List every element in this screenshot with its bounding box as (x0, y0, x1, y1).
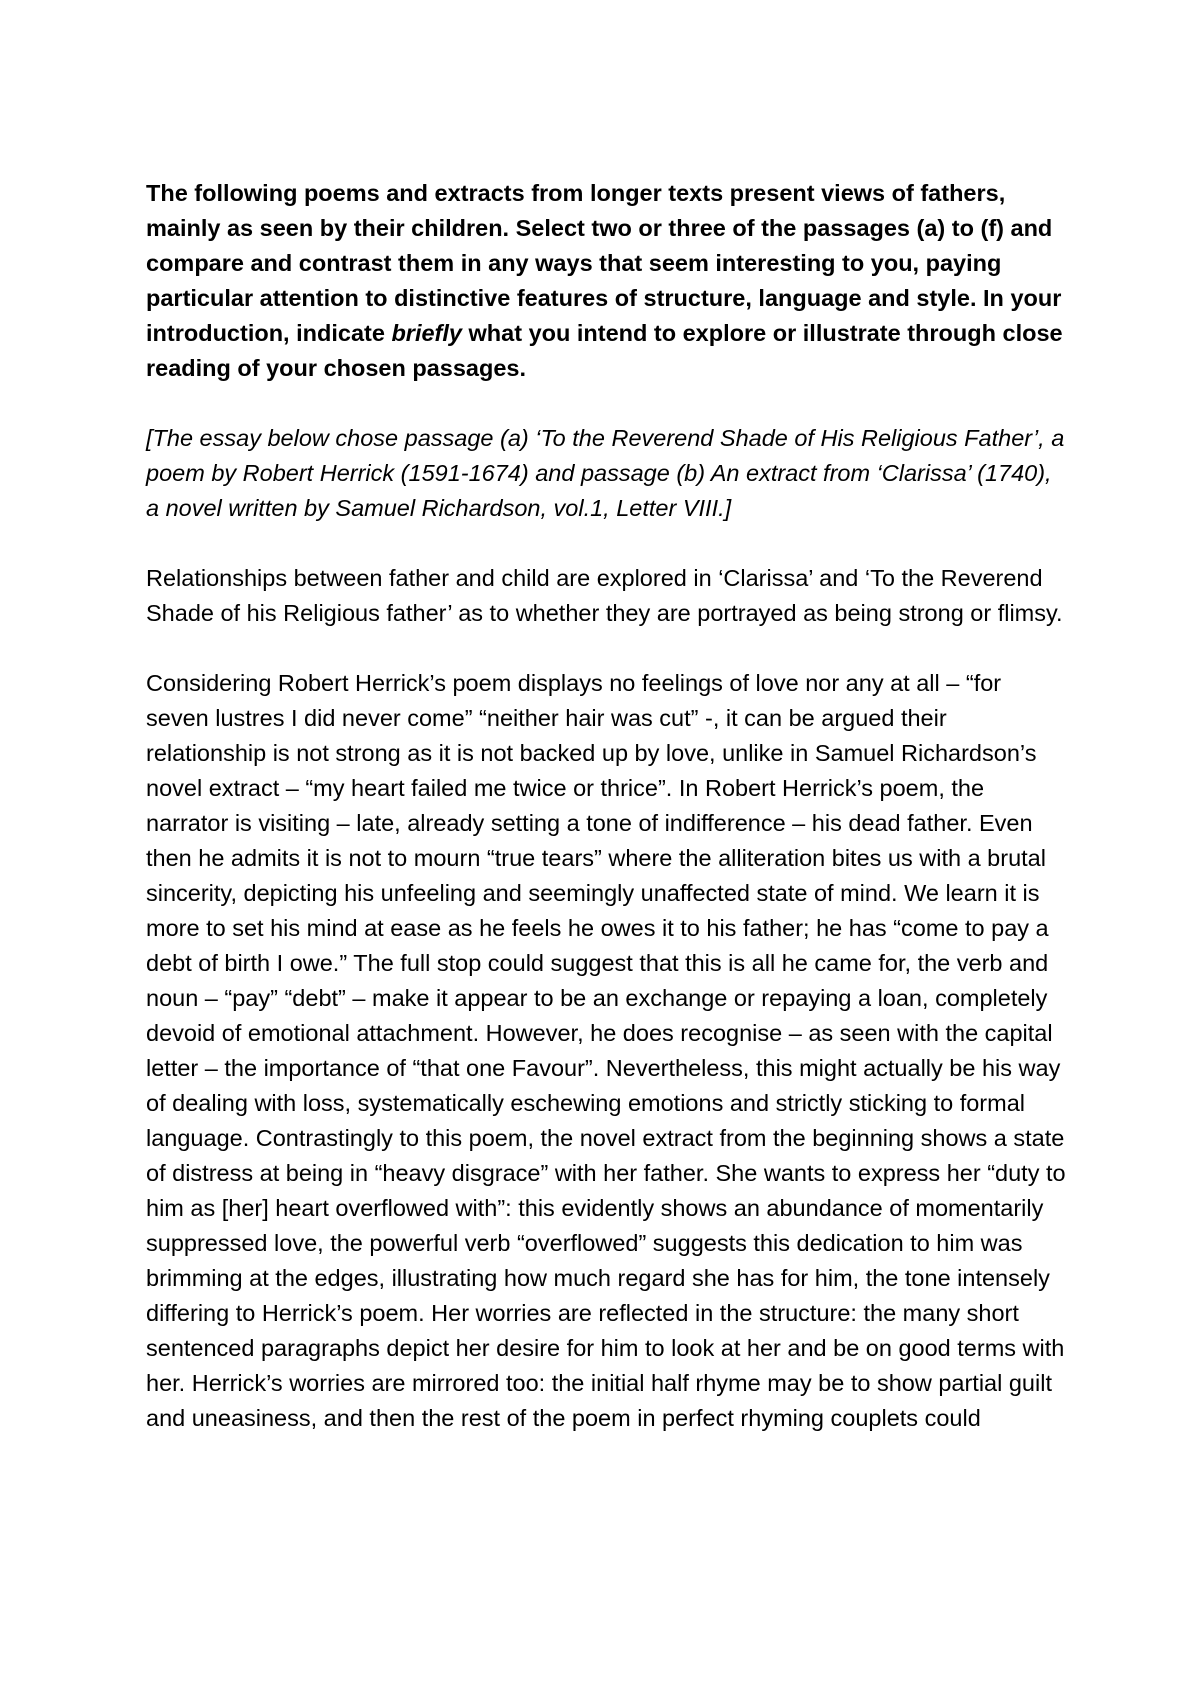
essay-question-text-continued: what you intend to explore or illustrate through close reading of your chosen passages. (146, 320, 1063, 381)
essay-introduction: Relationships between father and child are explored in ‘Clarissa’ and ‘To the Reverend Shade of his Religious father’ as to whether they are portrayed as being strong or flimsy. (146, 565, 1063, 626)
essay-body-paragraph: Considering Robert Herrick’s poem displays no feelings of love nor any at all – “for seven lustres I did never come” “neither hair was cut” -, it can be argued their relationship is not strong as it is not backed up by love, unlike in Samuel Richardson’s novel extract – “my heart failed me twice or thrice”. In Robert Herrick’s poem, the narrator is visiting – late, already setting a tone of indifference – his dead father. Even then he admits it is not to mourn “true tears” where the alliteration bites us with a brutal sincerity, depicting his unfeeling and seemingly unaffected state of mind. We learn it is more to set his mind at ease as he feels he owes it to his father; he has “come to pay a debt of birth I owe.” The full stop could suggest that this is all he came for, the verb and noun – “pay” “debt” – make it appear to be an exchange or repaying a loan, completely devoid of emotional attachment. However, he does recognise – as seen with the capital letter – the importance of “that one Favour”. Nevertheless, this might actually be his way of dealing with loss, systematically eschewing emotions and strictly sticking to formal language. Contrastingly to this poem, the novel extract from the beginning shows a state of distress at being in “heavy disgrace” with her father. She wants to express her “duty to him as [her] heart overflowed with”: this evidently shows an abundance of momentarily suppressed love, the powerful verb “overflowed” suggests this dedication to him was brimming at the edges, illustrating how much regard she has for him, the tone intensely differing to Herrick’s poem. Her worries are reflected in the structure: the many short sentenced paragraphs depict her desire for him to look at her and be on good terms with her. Herrick’s worries are mirrored too: the initial half rhyme may be to show partial guilt and uneasiness, and then the rest of the poem in perfect rhyming couplets could (146, 670, 1066, 1431)
document-body (146, 176, 1066, 1436)
editor-note: [The essay below chose passage (a) ‘To the Reverend Shade of His Religious Father’, a poem by Robert Herrick (1591-1674) and passage (b) An extract from ‘Clarissa’ (1740), a novel written by Samuel Richardson, vol.1, Letter VIII.] (146, 425, 1065, 521)
essay-question (146, 176, 1066, 386)
essay-question-emphasis: briefly (391, 320, 462, 346)
essay-question-text: The following poems and extracts from longer texts present views of fathers, mainly as seen by their children. Select two or three of the passages (a) to (f) and compare and contrast them in any ways that seem interesting to you, paying particular attention to distinctive features of structure, language and style. In your introduction, indicate (146, 180, 1062, 346)
